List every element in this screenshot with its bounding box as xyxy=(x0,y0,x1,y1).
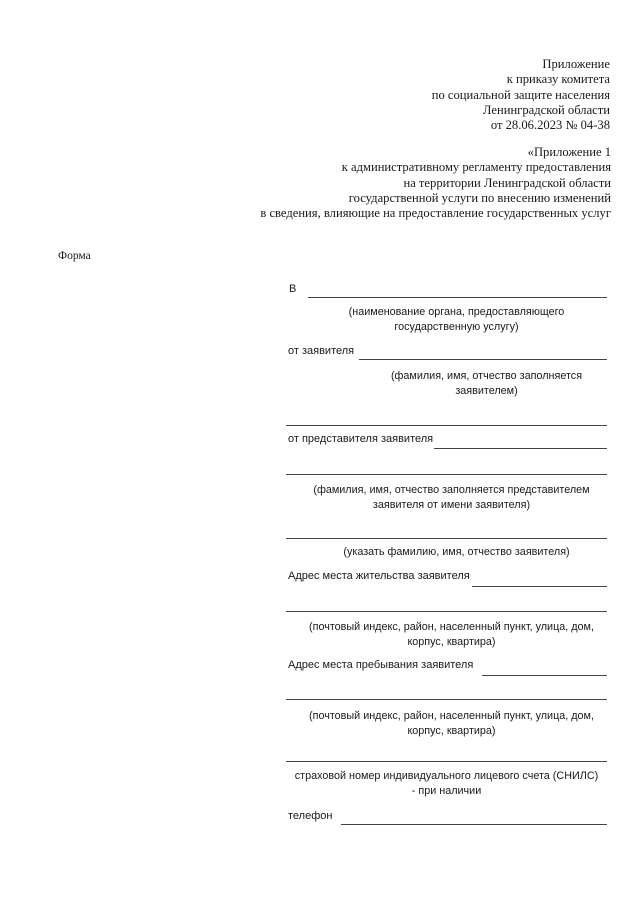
stay-address-line-2[interactable] xyxy=(286,699,607,700)
header-line: Приложение xyxy=(542,57,610,71)
representative-field xyxy=(286,433,607,543)
appendix-line: на территории Ленинградской области xyxy=(403,175,611,190)
header-line: к приказу комитета xyxy=(506,72,610,87)
stay-address-field xyxy=(286,659,607,769)
representative-caption xyxy=(296,483,607,513)
stay-address-caption xyxy=(296,709,607,739)
stay-address-line[interactable] xyxy=(482,675,607,676)
residence-address-caption xyxy=(296,620,607,650)
header-line: по социальной защите населения xyxy=(431,87,610,102)
applicant-name-line[interactable] xyxy=(359,359,607,360)
caption-line: корпус, квартира) xyxy=(407,725,496,737)
representative-label: от представителя заявителя xyxy=(288,433,434,445)
phone-line[interactable] xyxy=(341,824,607,825)
stay-address-label: Адрес места пребывания заявителя xyxy=(288,659,474,671)
recipient-authority-field xyxy=(286,283,607,333)
caption-line: (фамилия, имя, отчество заполняется представителем xyxy=(313,484,590,496)
order-appendix-header xyxy=(432,57,610,133)
form-label: Форма xyxy=(58,250,91,262)
appendix-line: в сведения, влияющие на предоставление государственных услуг xyxy=(260,206,611,221)
specify-applicant-caption: (указать фамилию, имя, отчество заявителя) xyxy=(343,546,570,558)
caption-line: (фамилия, имя, отчество заполняется xyxy=(390,370,583,382)
caption-line: страховой номер индивидуального лицевого счета (СНИЛС) xyxy=(294,770,599,782)
caption-line: корпус, квартира) xyxy=(407,636,496,648)
recipient-prefix: В xyxy=(289,283,297,295)
snils-line[interactable] xyxy=(286,761,607,762)
caption-line: - при наличии xyxy=(411,785,482,797)
caption-line: заявителем) xyxy=(455,385,518,397)
appendix-line: государственной услуги по внесению изменений xyxy=(348,190,611,205)
caption-line: государственную услугу) xyxy=(394,321,519,333)
phone-field xyxy=(286,810,607,830)
representative-name-line[interactable] xyxy=(434,448,607,449)
header-line: Ленинградской области xyxy=(482,102,610,117)
header-line: от 28.06.2023 № 04-38 xyxy=(490,118,610,133)
representative-name-line-2[interactable] xyxy=(286,474,607,475)
snils-field xyxy=(286,769,607,804)
regulation-appendix-header xyxy=(260,145,611,221)
applicant-label: от заявителя xyxy=(288,345,355,357)
residence-address-line-2[interactable] xyxy=(286,611,607,612)
residence-address-label: Адрес места жительства заявителя xyxy=(288,570,470,582)
appendix-line: «Приложение 1 xyxy=(527,145,611,159)
recipient-authority-caption xyxy=(306,305,607,335)
caption-line: (почтовый индекс, район, населенный пункт, улица, дом, xyxy=(309,621,594,633)
phone-label: телефон xyxy=(288,810,333,822)
residence-address-line[interactable] xyxy=(472,586,607,587)
residence-address-field xyxy=(286,570,607,655)
snils-caption xyxy=(286,769,607,799)
caption-line: (наименование органа, предоставляющего xyxy=(348,306,565,318)
specify-applicant-caption-row xyxy=(286,545,607,565)
caption-line: (почтовый индекс, район, населенный пункт, улица, дом, xyxy=(309,710,594,722)
applicant-caption xyxy=(366,369,607,399)
appendix-line: к административному регламенту предоставления xyxy=(341,160,611,175)
recipient-authority-line[interactable] xyxy=(308,297,607,298)
applicant-field xyxy=(286,345,607,430)
caption-line: заявителя от имени заявителя) xyxy=(372,499,531,511)
applicant-name-line-2[interactable] xyxy=(286,425,607,426)
represented-applicant-line[interactable] xyxy=(286,538,607,539)
